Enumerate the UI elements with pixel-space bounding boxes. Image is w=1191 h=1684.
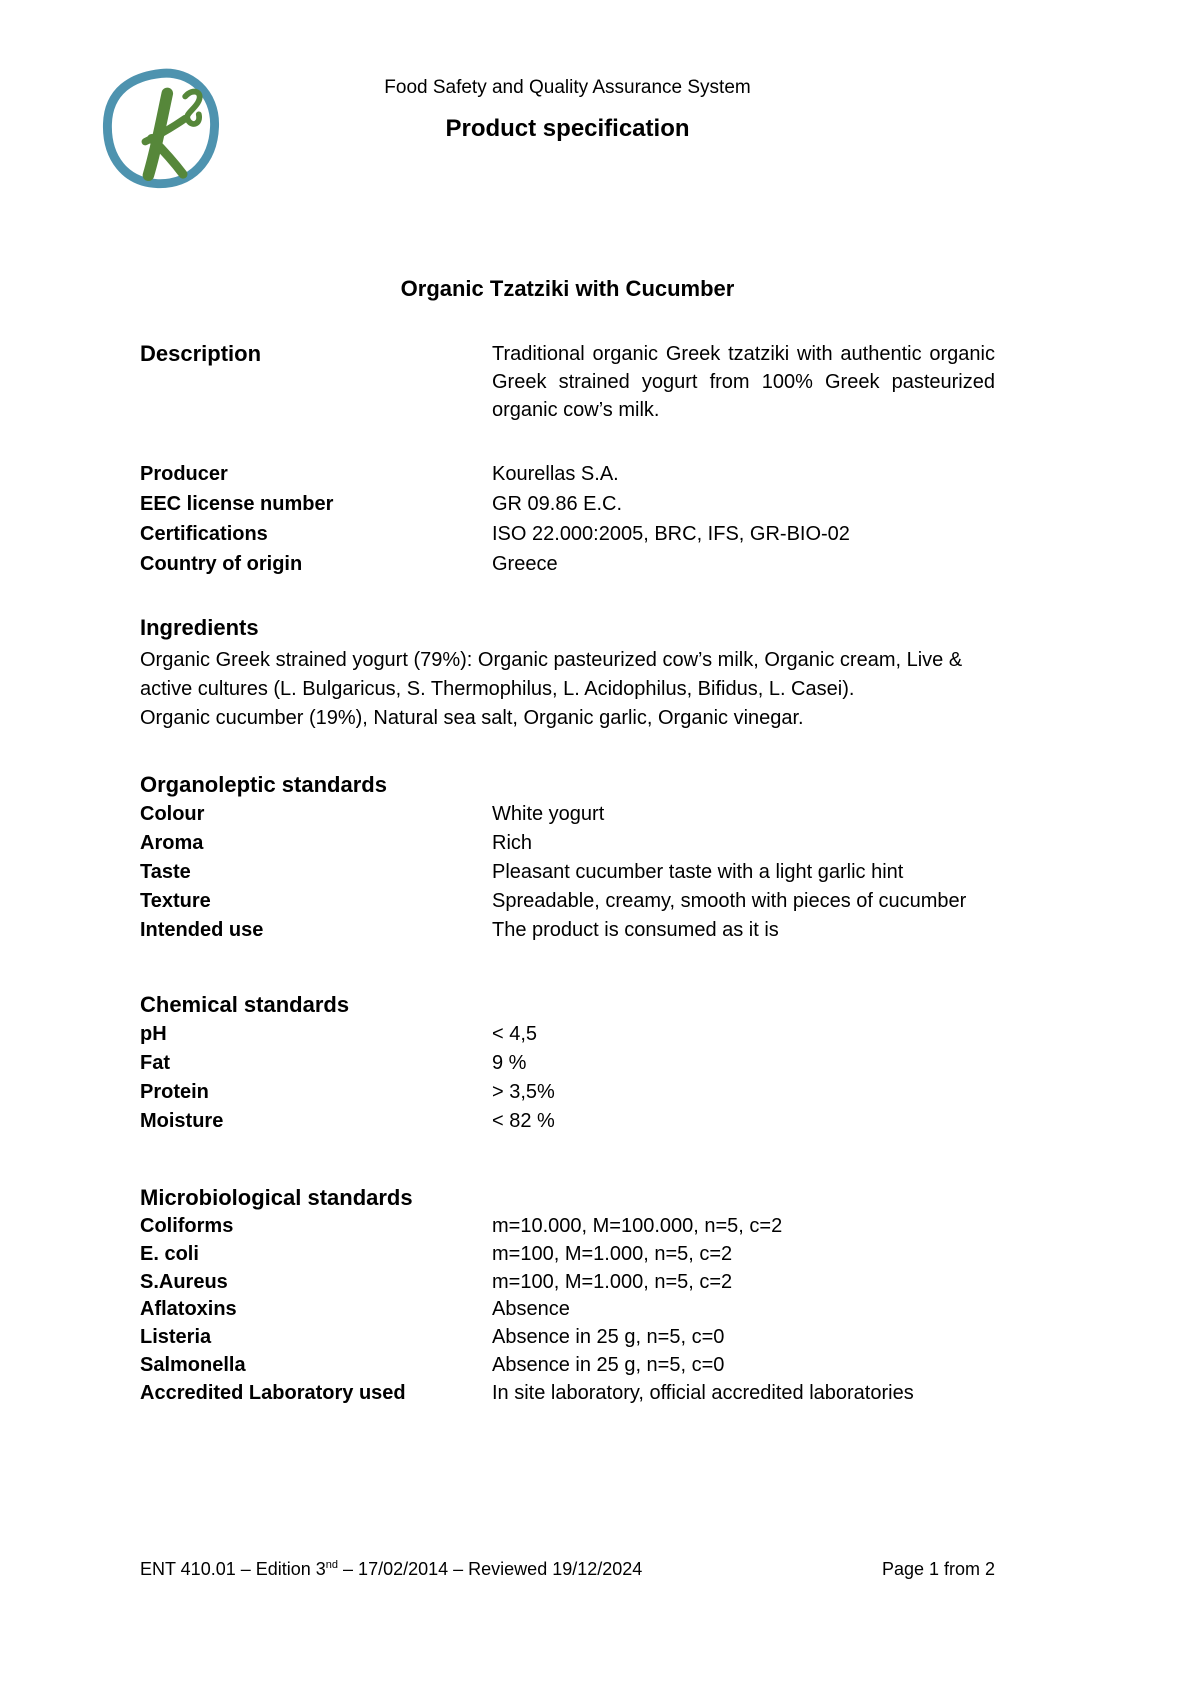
table-row bbox=[140, 459, 995, 489]
row-label: pH bbox=[140, 1023, 167, 1045]
organoleptic-section bbox=[140, 770, 995, 945]
table-row bbox=[140, 829, 995, 858]
row-label: Fat bbox=[140, 1052, 170, 1074]
description-label: Description bbox=[140, 341, 262, 366]
page-footer bbox=[140, 1556, 995, 1582]
row-value: The product is consumed as it is bbox=[492, 919, 779, 941]
table-row bbox=[140, 1324, 995, 1352]
row-label: S.Aureus bbox=[140, 1270, 228, 1293]
row-label: Country of origin bbox=[140, 553, 303, 575]
ingredients-section bbox=[140, 613, 995, 733]
table-row bbox=[140, 858, 995, 887]
row-value: Pleasant cucumber taste with a light garlic hint bbox=[492, 861, 904, 883]
row-value: Absence in 25 g, n=5, c=0 bbox=[492, 1326, 725, 1349]
row-value: Spreadable, creamy, smooth with pieces of cucumber bbox=[492, 890, 967, 912]
row-label: Aflatoxins bbox=[140, 1298, 237, 1321]
section-heading: Ingredients bbox=[140, 615, 259, 640]
row-label: Intended use bbox=[140, 919, 264, 941]
footer-edition-superscript: nd bbox=[325, 1559, 339, 1571]
row-label: Texture bbox=[140, 890, 211, 912]
row-label: Protein bbox=[140, 1081, 209, 1103]
footer-document-reference bbox=[140, 1556, 642, 1582]
table-row bbox=[140, 1352, 995, 1380]
footer-ref-prefix: ENT 410.01 – Edition 3 bbox=[140, 1559, 326, 1579]
row-value: < 82 % bbox=[492, 1110, 555, 1132]
row-value: Greece bbox=[492, 553, 558, 575]
row-label: Salmonella bbox=[140, 1353, 246, 1376]
row-value: < 4,5 bbox=[492, 1023, 538, 1045]
footer-page-number: Page 1 from 2 bbox=[881, 1559, 995, 1579]
description-section bbox=[140, 340, 995, 424]
chemical-section bbox=[140, 990, 995, 1136]
section-heading: Microbiological standards bbox=[140, 1185, 413, 1210]
microbiological-section bbox=[140, 1183, 995, 1408]
row-label: Coliforms bbox=[140, 1215, 234, 1237]
table-row bbox=[140, 1107, 995, 1136]
header-doc-title: Product specification bbox=[445, 115, 690, 142]
row-label: Taste bbox=[140, 861, 191, 883]
footer-ref-rest: – 17/02/2014 – Reviewed 19/12/2024 bbox=[338, 1559, 643, 1579]
row-label: EEC license number bbox=[140, 493, 334, 515]
table-row bbox=[140, 1296, 995, 1324]
row-label: Moisture bbox=[140, 1110, 224, 1132]
table-row bbox=[140, 1380, 995, 1408]
section-heading: Chemical standards bbox=[140, 992, 350, 1017]
table-row bbox=[140, 549, 995, 579]
producer-info-section bbox=[140, 459, 995, 579]
page-header bbox=[140, 76, 995, 145]
row-value: Kourellas S.A. bbox=[492, 463, 619, 485]
row-value: m=10.000, M=100.000, n=5, c=2 bbox=[492, 1215, 783, 1237]
table-row bbox=[140, 1213, 995, 1241]
row-value: Absence in 25 g, n=5, c=0 bbox=[492, 1353, 725, 1376]
row-label: Producer bbox=[140, 463, 228, 485]
row-label: Certifications bbox=[140, 523, 268, 545]
table-row bbox=[140, 916, 995, 945]
row-label: Accredited Laboratory used bbox=[140, 1381, 406, 1404]
row-value: In site laboratory, official accredited laboratories bbox=[492, 1381, 914, 1404]
table-row bbox=[140, 519, 995, 549]
row-value: m=100, M=1.000, n=5, c=2 bbox=[492, 1270, 733, 1293]
table-row bbox=[140, 1241, 995, 1269]
table-row bbox=[140, 1078, 995, 1107]
table-row bbox=[140, 1020, 995, 1049]
row-label: Aroma bbox=[140, 832, 204, 854]
row-value: 9 % bbox=[492, 1052, 527, 1074]
row-value: ISO 22.000:2005, BRC, IFS, GR-BIO-02 bbox=[492, 523, 850, 545]
row-value: > 3,5% bbox=[492, 1081, 555, 1103]
table-row bbox=[140, 887, 995, 916]
table-row bbox=[140, 1269, 995, 1297]
product-title: Organic Tzatziki with Cucumber bbox=[400, 276, 735, 301]
table-row bbox=[140, 800, 995, 829]
description-text: Traditional organic Greek tzatziki with authentic organic Greek strained yogurt from 100% Greek pasteurized organic cow’s milk. bbox=[492, 343, 995, 421]
row-label: Colour bbox=[140, 803, 205, 825]
table-row bbox=[140, 1049, 995, 1078]
section-heading: Organoleptic standards bbox=[140, 772, 387, 797]
row-label: Listeria bbox=[140, 1326, 212, 1349]
row-value: Rich bbox=[492, 832, 533, 854]
row-label: E. coli bbox=[140, 1242, 199, 1265]
row-value: m=100, M=1.000, n=5, c=2 bbox=[492, 1242, 733, 1265]
ingredients-paragraph: Organic Greek strained yogurt (79%): Organic pasteurized cow’s milk, Organic cream, Live & active cultures (L. Bulgaricus, S. Thermophilus, L. Acidophilus, Bifidus, L. Casei). bbox=[140, 649, 963, 700]
table-row bbox=[140, 489, 995, 519]
header-system-line: Food Safety and Quality Assurance System bbox=[384, 77, 751, 98]
row-value: White yogurt bbox=[492, 803, 605, 825]
ingredients-paragraph: Organic cucumber (19%), Natural sea salt, Organic garlic, Organic vinegar. bbox=[140, 707, 804, 729]
row-value: Absence bbox=[492, 1298, 570, 1321]
row-value: GR 09.86 E.C. bbox=[492, 493, 623, 515]
